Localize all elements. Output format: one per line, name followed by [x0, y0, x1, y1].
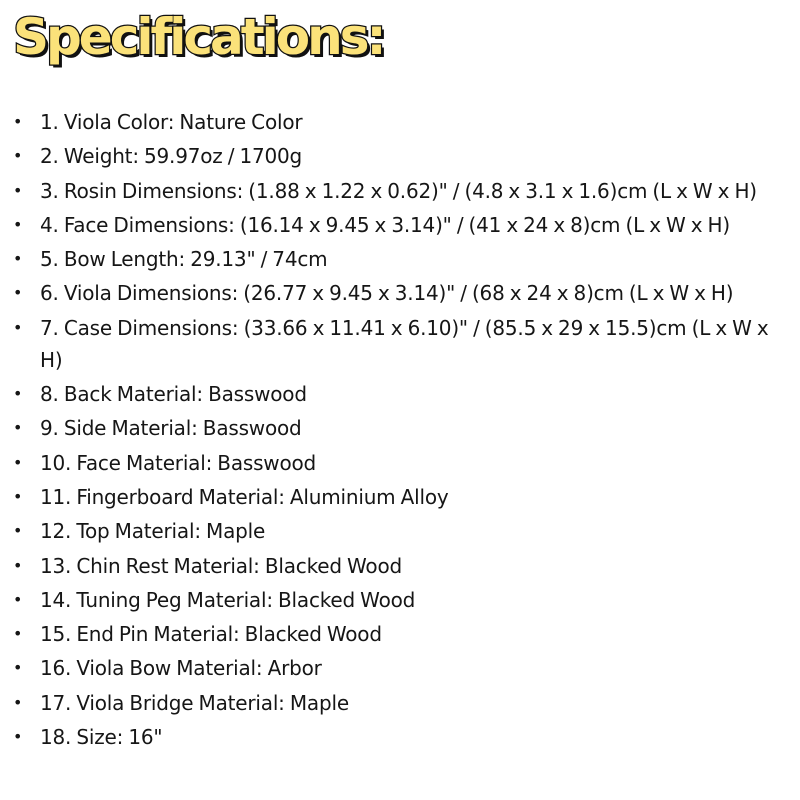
spec-text: 8. Back Material: Basswood	[40, 382, 307, 407]
spec-item	[0, 277, 792, 309]
spec-item	[0, 687, 792, 719]
bullet-icon: •	[13, 555, 23, 575]
bullet-icon: •	[13, 146, 23, 166]
spec-text: 18. Size: 16"	[40, 725, 163, 750]
spec-text: 13. Chin Rest Material: Blacked Wood	[40, 553, 402, 578]
bullet-icon: •	[13, 112, 23, 131]
page-title: Specifications:	[13, 8, 384, 66]
bullet-icon: •	[13, 283, 23, 303]
spec-text: 2. Weight: 59.97oz / 1700g	[40, 144, 303, 169]
bullet-icon: •	[13, 521, 23, 541]
bullet-icon: •	[13, 384, 23, 404]
spec-text: 16. Viola Bow Material: Arbor	[40, 656, 322, 681]
spec-item	[0, 175, 792, 207]
bullet-icon: •	[13, 486, 23, 506]
bullet-icon: •	[13, 727, 23, 747]
bullet-icon: •	[13, 589, 23, 609]
spec-item	[0, 618, 792, 650]
spec-item	[0, 447, 792, 479]
spec-item	[0, 106, 792, 138]
bullet-icon: •	[13, 452, 23, 472]
spec-item	[0, 721, 792, 753]
spec-item	[0, 243, 792, 275]
spec-text: 11. Fingerboard Material: Aluminium Alloy	[40, 484, 449, 509]
spec-list	[0, 106, 792, 755]
spec-item	[0, 140, 792, 172]
spec-item	[0, 312, 792, 376]
spec-text: 17. Viola Bridge Material: Maple	[40, 690, 349, 715]
spec-text: 9. Side Material: Basswood	[40, 416, 302, 441]
spec-text: 1. Viola Color: Nature Color	[40, 110, 303, 134]
spec-item	[0, 378, 792, 410]
spec-item	[0, 209, 792, 241]
spec-item	[0, 550, 792, 582]
bullet-icon: •	[13, 658, 23, 678]
spec-item	[0, 515, 792, 547]
bullet-icon: •	[13, 624, 23, 644]
spec-item	[0, 412, 792, 444]
spec-item	[0, 652, 792, 684]
spec-text: 5. Bow Length: 29.13" / 74cm	[40, 247, 328, 272]
bullet-icon: •	[13, 317, 23, 337]
bullet-icon: •	[13, 692, 23, 712]
spec-text: 3. Rosin Dimensions: (1.88 x 1.22 x 0.62)" / (4.8 x 3.1 x 1.6)cm (L x W x H)	[40, 178, 757, 203]
bullet-icon: •	[13, 180, 23, 200]
spec-item	[0, 481, 792, 513]
bullet-icon: •	[13, 214, 23, 234]
spec-text: 6. Viola Dimensions: (26.77 x 9.45 x 3.14)" / (68 x 24 x 8)cm (L x W x H)	[40, 281, 734, 306]
spec-text: 4. Face Dimensions: (16.14 x 9.45 x 3.14)" / (41 x 24 x 8)cm (L x W x H)	[40, 212, 730, 237]
spec-item	[0, 584, 792, 616]
spec-text: 15. End Pin Material: Blacked Wood	[40, 622, 382, 647]
spec-text: 7. Case Dimensions: (33.66 x 11.41 x 6.10)" / (85.5 x 29 x 15.5)cm (L x W x H)	[40, 315, 769, 372]
bullet-icon: •	[13, 418, 23, 438]
spec-text: 14. Tuning Peg Material: Blacked Wood	[40, 587, 416, 612]
spec-text: 10. Face Material: Basswood	[40, 450, 317, 475]
bullet-icon: •	[13, 249, 23, 269]
spec-text: 12. Top Material: Maple	[40, 519, 266, 544]
